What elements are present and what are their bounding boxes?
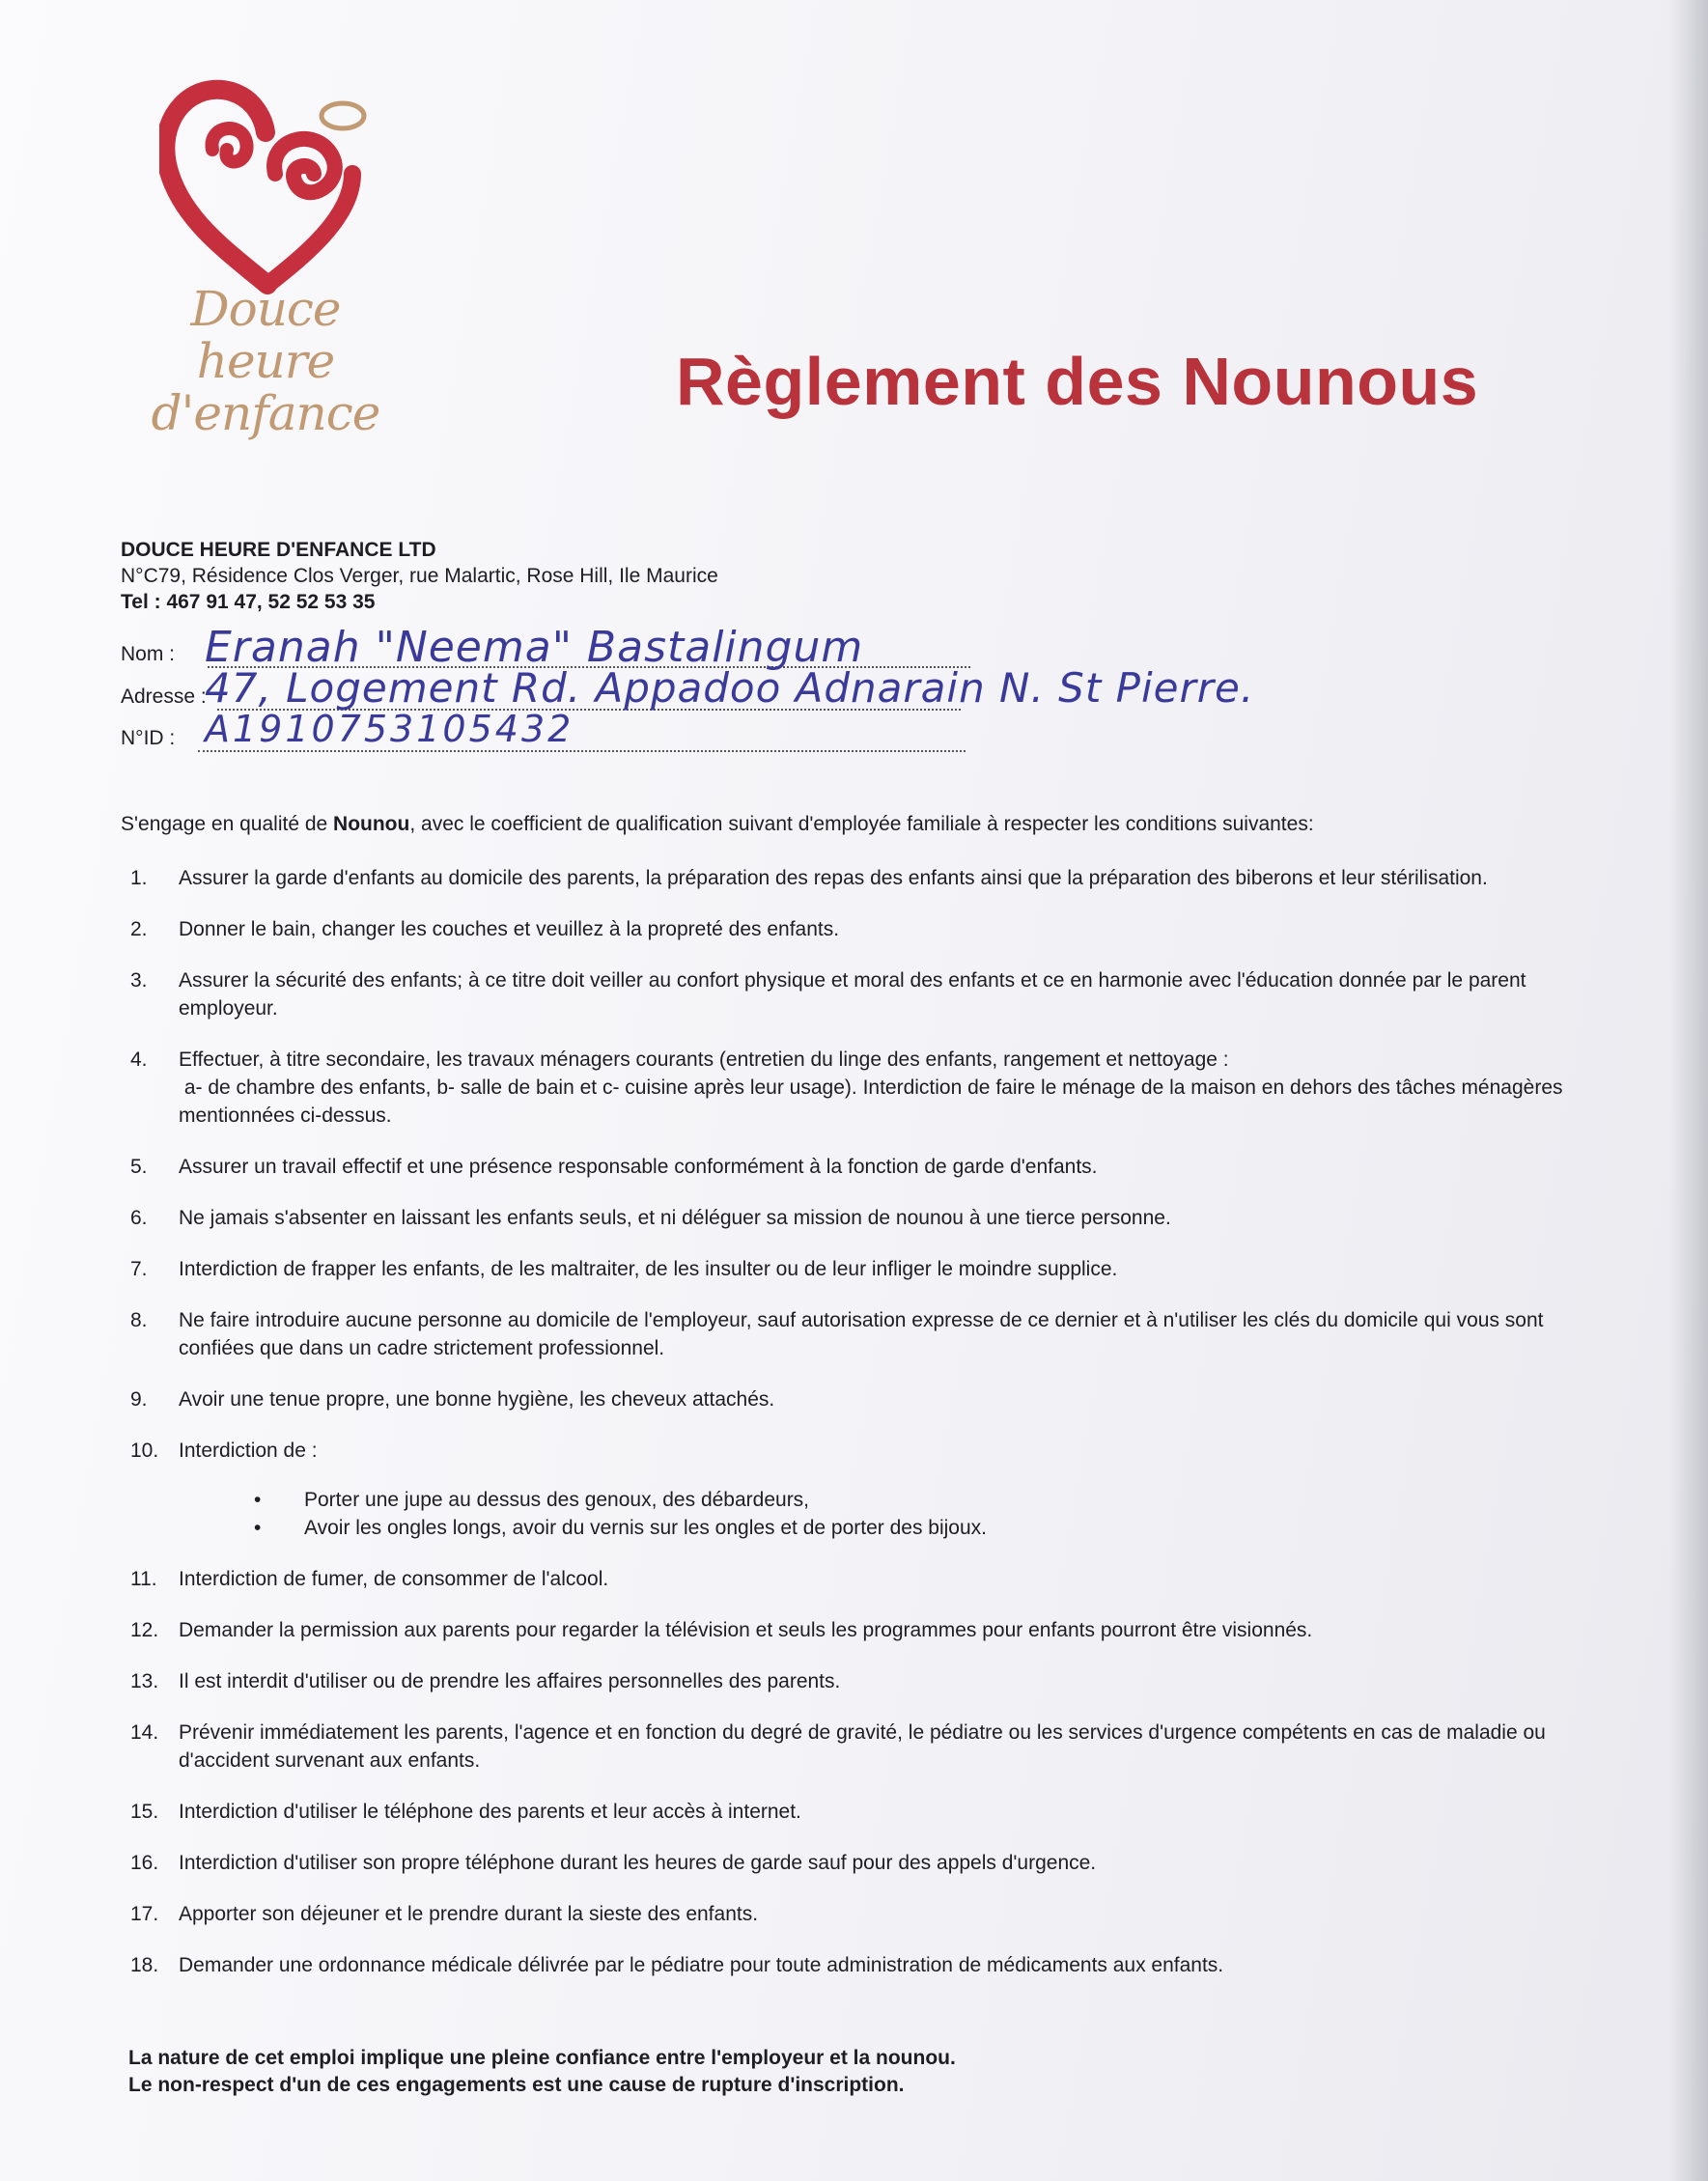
rule-number: 11. <box>130 1568 157 1590</box>
rule-item <box>121 1616 1579 1644</box>
rule-text: Assurer la garde d'enfants au domicile des parents, la préparation des repas des enfants ainsi que la préparation des biberons et leur stérilisation. <box>179 867 1488 889</box>
rule-number: 18. <box>130 1954 159 1976</box>
rule-number: 5. <box>130 1156 148 1178</box>
phone-value: 467 91 47, 52 52 53 35 <box>166 591 376 613</box>
footer-note <box>128 2045 956 2099</box>
rule-text: Interdiction de : <box>179 1440 318 1462</box>
rule-item <box>121 1849 1579 1877</box>
rule-number: 10. <box>130 1440 159 1462</box>
phone-label: Tel : <box>121 591 167 613</box>
rule-item <box>121 915 1579 943</box>
intro-text-start: S'engage en qualité de <box>121 813 334 835</box>
rule-text: Interdiction de fumer, de consommer de l'alcool. <box>179 1568 609 1590</box>
page-title: Règlement des Nounous <box>676 344 1479 419</box>
rule-item <box>121 1667 1579 1695</box>
rule-number: 9. <box>130 1388 148 1411</box>
rule-number: 12. <box>130 1619 159 1641</box>
rule-text: Ne faire introduire aucune personne au domicile de l'employeur, sauf autorisation expresse de ce dernier et à n'utiliser les clés du domicile qui vous sont confiées que dans un cadre strictement professionnel. <box>179 1309 1544 1359</box>
bullet-item: • Porter une jupe au dessus des genoux, des débardeurs, <box>304 1486 1579 1514</box>
rule-item <box>121 1204 1579 1232</box>
rule-number: 8. <box>130 1309 148 1331</box>
nom-value: Eranah "Neema" Bastalingum <box>205 623 864 672</box>
rule-bullets <box>179 1486 1579 1542</box>
rule-item <box>121 1385 1579 1413</box>
rule-text: Effectuer, à titre secondaire, les travaux ménagers courants (entretien du linge des enfants, rangement et nettoyage : <box>179 1049 1229 1071</box>
rule-number: 14. <box>130 1721 159 1744</box>
rule-item <box>121 1437 1579 1542</box>
rule-item <box>121 1900 1579 1928</box>
company-address: N°C79, Résidence Clos Verger, rue Malartic, Rose Hill, Ile Maurice <box>121 565 718 587</box>
rule-text: Interdiction d'utiliser le téléphone des parents et leur accès à internet. <box>179 1801 801 1823</box>
rule-item <box>121 1255 1579 1283</box>
id-value: A1910753105432 <box>205 708 574 750</box>
footer-line-1: La nature de cet emploi implique une pleine confiance entre l'employeur et la nounou. <box>128 2047 956 2069</box>
page-shadow <box>1669 0 1708 2181</box>
intro-bold-nounou: Nounou <box>333 813 410 835</box>
rule-number: 2. <box>130 918 148 940</box>
rule-item <box>121 1565 1579 1593</box>
company-phone <box>121 589 718 615</box>
rule-item <box>121 1951 1579 1979</box>
logo-line-1: Douce heure <box>190 281 341 389</box>
rules-list <box>121 864 1579 2002</box>
rule-text: Apporter son déjeuner et le prendre durant la sieste des enfants. <box>179 1903 759 1925</box>
rule-item <box>121 864 1579 892</box>
rule-item <box>121 1798 1579 1826</box>
logo-line-2: d'enfance <box>151 385 380 441</box>
rule-item <box>121 1046 1579 1130</box>
rule-text: Il est interdit d'utiliser ou de prendre les affaires personnelles des parents. <box>179 1670 841 1692</box>
rule-text: Interdiction de frapper les enfants, de les maltraiter, de les insulter ou de leur infliger le moindre supplice. <box>179 1258 1118 1280</box>
company-block <box>121 537 718 615</box>
intro-text-end: , avec le coefficient de qualification suivant d'employée familiale à respecter les conditions suivantes: <box>409 813 1314 835</box>
rule-item <box>121 1306 1579 1362</box>
logo-wordmark <box>121 283 410 439</box>
rule-number: 6. <box>130 1207 148 1229</box>
rule-number: 1. <box>130 867 148 889</box>
bullet-item: • Avoir les ongles longs, avoir du vernis sur les ongles et de porter des bijoux. <box>304 1514 1579 1542</box>
id-dotted-line <box>198 750 966 752</box>
rule-text: Assurer un travail effectif et une présence responsable conformément à la fonction de garde d'enfants. <box>179 1156 1098 1178</box>
rule-subtext: a- de chambre des enfants, b- salle de bain et c- cuisine après leur usage). Interdiction de faire le ménage de la maison en dehors des tâches ménagères mentionnées ci-dessus. <box>179 1077 1569 1127</box>
rule-text: Prévenir immédiatement les parents, l'agence et en fonction du degré de gravité, le pédiatre ou les services d'urgence compétents en cas de maladie ou d'accident survenant aux enfants. <box>179 1721 1546 1772</box>
rule-text: Donner le bain, changer les couches et veuillez à la propreté des enfants. <box>179 918 840 940</box>
rule-item <box>121 1719 1579 1775</box>
rule-text: Avoir une tenue propre, une bonne hygiène, les cheveux attachés. <box>179 1388 775 1411</box>
rule-item <box>121 1153 1579 1181</box>
rule-text: Ne jamais s'absenter en laissant les enfants seuls, et ni déléguer sa mission de nounou à une tierce personne. <box>179 1207 1171 1229</box>
rule-number: 17. <box>130 1903 159 1925</box>
rule-number: 15. <box>130 1801 159 1823</box>
rule-number: 16. <box>130 1852 159 1874</box>
rule-text: Demander la permission aux parents pour regarder la télévision et seuls les programmes pour enfants pourront être visionnés. <box>179 1619 1313 1641</box>
rule-number: 13. <box>130 1670 159 1692</box>
intro-paragraph <box>121 813 1569 836</box>
rule-item <box>121 966 1579 1022</box>
rule-number: 3. <box>130 969 148 992</box>
rule-number: 7. <box>130 1258 148 1280</box>
rule-number: 4. <box>130 1049 148 1071</box>
footer-line-2: Le non-respect d'un de ces engagements est une cause de rupture d'inscription. <box>128 2074 905 2096</box>
logo <box>121 72 410 441</box>
adresse-value: 47, Logement Rd. Appadoo Adnarain N. St Pierre. <box>205 664 1255 712</box>
heart-logo-icon <box>159 72 381 294</box>
rule-text: Assurer la sécurité des enfants; à ce titre doit veiller au confort physique et moral des enfants et ce en harmonie avec l'éducation donnée par le parent employeur. <box>179 969 1526 1020</box>
nom-label: Nom : <box>121 643 176 665</box>
adresse-label: Adresse : <box>121 685 207 708</box>
rule-text: Demander une ordonnance médicale délivrée par le pédiatre pour toute administration de médicaments aux enfants. <box>179 1954 1224 1976</box>
rule-text: Interdiction d'utiliser son propre téléphone durant les heures de garde sauf pour des appels d'urgence. <box>179 1852 1097 1874</box>
company-name: DOUCE HEURE D'ENFANCE LTD <box>121 539 436 561</box>
id-label: N°ID : <box>121 727 176 749</box>
